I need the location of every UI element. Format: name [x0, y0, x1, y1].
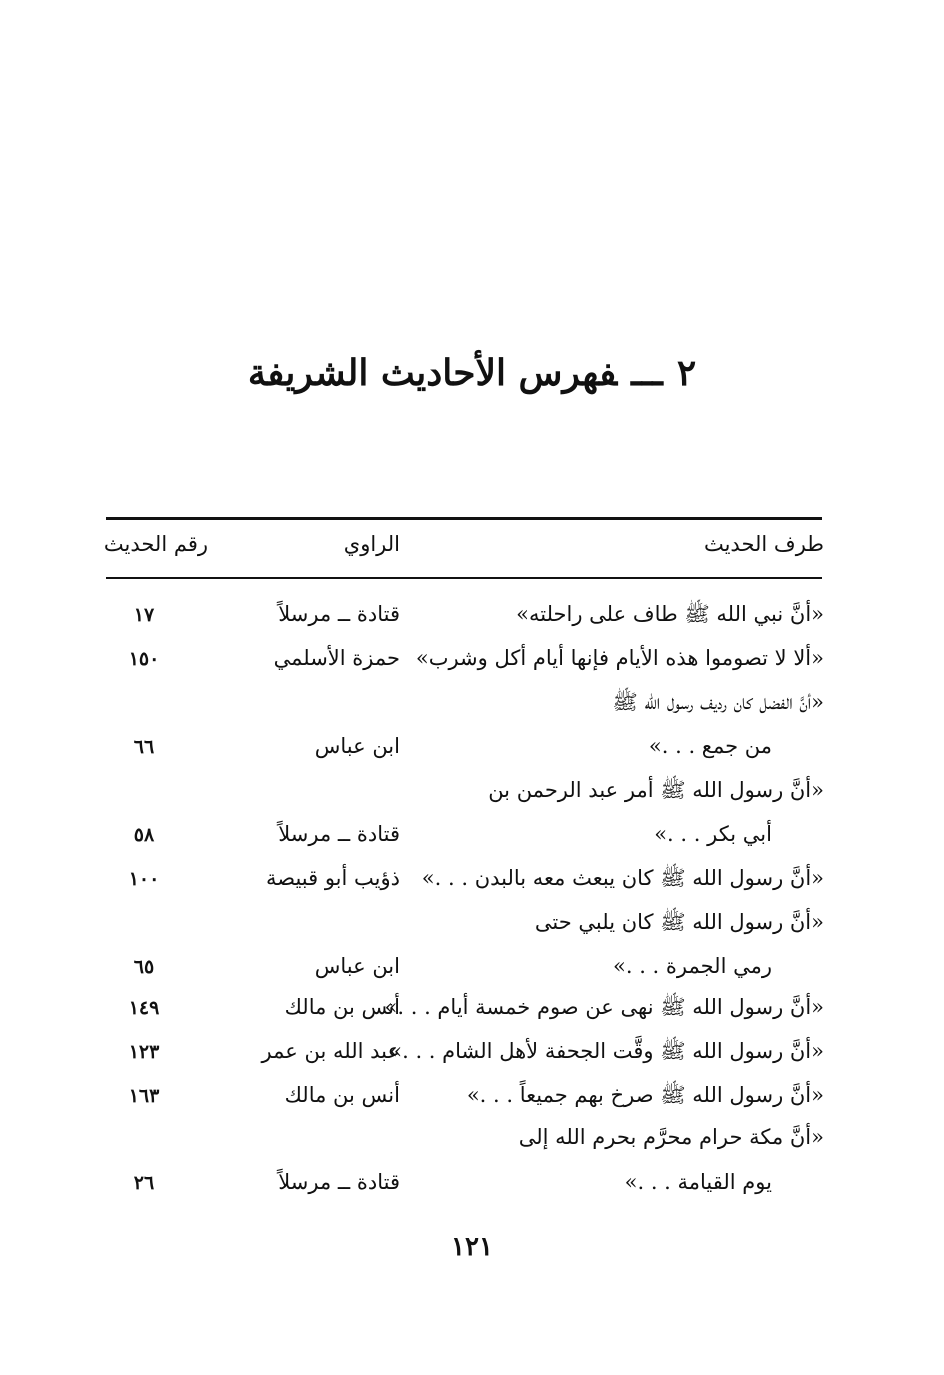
narrator: قتادة ــ مرسلاً [278, 822, 400, 846]
hadith-ref: «أنَّ رسول الله ﷺ أمر عبد الرحمن بن [488, 778, 824, 802]
column-header-hadith-ref: طرف الحديث [703, 532, 824, 556]
table-row [0, 680, 944, 724]
table-row [0, 900, 944, 944]
hadith-ref: «ألا لا تصوموا هذه الأيام فإنها أيام أكل وشرب» [415, 646, 824, 670]
hadith-ref: من جمع . . .» [648, 734, 772, 758]
hadith-number-text: ١٧ [133, 604, 155, 626]
hadith-number-text: ١٤٩ [128, 997, 160, 1019]
table-row [0, 592, 944, 636]
hadith-number-text: ١٢٣ [128, 1041, 160, 1063]
narrator: أنس بن مالك [284, 995, 400, 1019]
narrator: أنس بن مالك [284, 1083, 400, 1107]
table-row [0, 1115, 944, 1159]
hadith-number-text: ١٦٣ [128, 1085, 160, 1107]
table-row [0, 768, 944, 812]
hadith-number-text: ١٠٠ [128, 868, 160, 890]
hadith-ref: «أنَّ نبي الله ﷺ طاف على راحلته» [516, 602, 824, 626]
hadith-number-text: ٥٨ [133, 824, 155, 846]
table-row [0, 812, 944, 856]
section-heading [0, 352, 944, 394]
table-row [0, 1160, 944, 1204]
narrator: ابن عباس [314, 954, 400, 978]
hadith-number-text: ٦٥ [133, 956, 155, 978]
table-row [0, 1029, 944, 1073]
table-row [0, 1073, 944, 1117]
narrator: عبد الله بن عمر [261, 1039, 400, 1063]
table-row [0, 856, 944, 900]
column-header-narrator: الراوي [343, 532, 400, 556]
section-title: فهرس الأحاديث الشريفة [247, 352, 618, 394]
hadith-ref: «أنَّ رسول الله ﷺ كان يلبي حتى [534, 910, 824, 934]
hadith-number-text: ١٥٠ [128, 648, 160, 670]
page-number: ١٢١ [451, 1232, 493, 1262]
section-number: ٢ [676, 352, 697, 394]
narrator: ابن عباس [314, 734, 400, 758]
column-header-hadith-number: رقم الحديث [103, 532, 208, 556]
hadith-ref: «أنَّ مكة حرام محرَّم بحرم الله إلى [518, 1125, 824, 1149]
table-header-rule [106, 577, 822, 579]
narrator: حمزة الأسلمي [273, 646, 400, 670]
hadith-ref: «أنَّ الفضل كان رديف رسول الله ﷺ [612, 690, 824, 714]
table-top-rule [106, 517, 822, 520]
table-row [0, 944, 944, 988]
section-dash: ـــ [631, 352, 663, 394]
hadith-ref: «أنَّ رسول الله ﷺ كان يبعث معه بالبدن . . .» [421, 866, 824, 890]
table-row [0, 724, 944, 768]
hadith-ref: «أنَّ رسول الله ﷺ صرخ بهم جميعاً . . .» [466, 1083, 824, 1107]
hadith-number-text: ٦٦ [133, 736, 155, 758]
narrator: ذؤيب أبو قبيصة [265, 866, 400, 890]
hadith-ref: «أنَّ رسول الله ﷺ نهى عن صوم خمسة أيام . . .» [384, 995, 824, 1019]
narrator: قتادة ــ مرسلاً [278, 602, 400, 626]
table-row [0, 985, 944, 1029]
hadith-ref: «أنَّ رسول الله ﷺ وقَّت الجحفة لأهل الشام . . .» [389, 1039, 824, 1063]
table-row [0, 636, 944, 680]
hadith-number-text: ٢٦ [133, 1172, 155, 1194]
hadith-ref: يوم القيامة . . .» [624, 1170, 772, 1194]
hadith-ref: أبي بكر . . .» [654, 822, 772, 846]
hadith-ref: رمي الجمرة . . .» [613, 954, 772, 978]
narrator: قتادة ــ مرسلاً [278, 1170, 400, 1194]
